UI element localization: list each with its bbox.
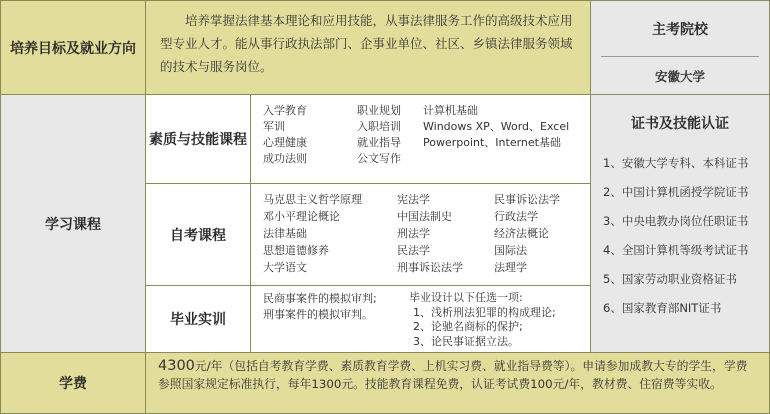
list-item: 入职培训	[357, 120, 401, 133]
list-item: 3、论民事证据立法。	[413, 334, 519, 348]
list-item: 1、安徽大学专科、本科证书	[603, 156, 749, 170]
list-item: 5、国家劳动职业资格证书	[603, 272, 737, 286]
list-item: 民事诉讼法学	[494, 193, 560, 206]
practice-label: 毕业实训	[145, 285, 251, 353]
school-name: 安徽大学	[654, 68, 705, 84]
list-item: 军训	[263, 120, 285, 133]
list-item: 3、中央电教办岗位任职证书	[603, 214, 749, 228]
list-item: 4、全国计算机等级考试证书	[603, 243, 749, 257]
school-cell	[590, 0, 770, 95]
list-item: 入学教育	[263, 104, 307, 117]
list-item: 刑事案件的模拟审判。	[263, 308, 373, 321]
fee-label: 学费	[0, 352, 146, 414]
list-item: Windows XP、Word、Excel	[423, 120, 570, 133]
list-item: 2、中国计算机函授学院证书	[603, 185, 749, 199]
quality-col3	[423, 103, 569, 151]
list-item: 国际法	[494, 244, 527, 257]
list-item: Powerpoint、Internet基础	[423, 136, 561, 149]
training-description: 培养掌握法律基本理论和应用技能，从事法律服务工作的高级技术应用型专业人才。能从事行政执法部门、企事业单位、社区、乡镇法律服务领域的技术与服务岗位。	[160, 13, 573, 74]
quality-content	[250, 94, 591, 184]
list-item: 成功法则	[263, 152, 307, 165]
quality-col1	[263, 103, 307, 167]
list-item: 6、国家教育部NIT证书	[603, 301, 722, 315]
list-item: 就业指导	[357, 136, 401, 149]
school-title: 主考院校	[652, 21, 708, 38]
quality-label: 素质与技能课程	[145, 94, 251, 184]
list-item: 中国法制史	[397, 210, 452, 223]
fee-text: 元/年（包括自考教育学费、素质教育学费、上机实习费、就业指导费等）。申请参加成教大专的学生，学费参照国家规定标准执行，每年1300元。技能教育课程免费，认证考试费100元/年，教材费、住宿费等实收。	[158, 359, 748, 391]
list-item: 思想道德修养	[263, 244, 329, 257]
list-item: 刑事诉讼法学	[397, 261, 463, 274]
list-item: 公文写作	[357, 152, 401, 165]
list-item: 法律基础	[263, 227, 307, 240]
training-description-cell	[145, 0, 591, 95]
list-item: 计算机基础	[423, 104, 478, 117]
selfexam-col2	[397, 191, 463, 276]
list-item: 宪法学	[397, 193, 430, 206]
certs-cell	[590, 94, 770, 353]
list-item: 马克思主义哲学原理	[263, 193, 362, 206]
training-label: 培养目标及就业方向	[0, 0, 146, 95]
list-item: 邓小平理论概论	[263, 210, 340, 223]
practice-content	[250, 285, 591, 353]
selfexam-col1	[263, 191, 362, 276]
certs-list	[603, 149, 748, 323]
list-item: 大学语文	[263, 261, 307, 274]
practice-col1	[263, 291, 377, 323]
list-item: 行政法学	[494, 210, 538, 223]
list-item: 民商事案件的模拟审判;	[263, 292, 377, 305]
list-item: 刑法学	[397, 227, 430, 240]
quality-col2	[357, 103, 401, 167]
fee-cell	[145, 352, 770, 414]
selfexam-label: 自考课程	[145, 183, 251, 286]
list-item: 职业规划	[357, 104, 401, 117]
list-item: 经济法概论	[494, 227, 549, 240]
certs-title: 证书及技能认证	[631, 116, 729, 132]
study-label: 学习课程	[0, 94, 146, 353]
list-item: 1、浅析刑法犯罪的构成理论;	[413, 305, 556, 319]
list-item: 心理健康	[263, 136, 307, 149]
practice-col2	[409, 291, 556, 349]
fee-description	[158, 357, 759, 393]
selfexam-content	[250, 183, 591, 286]
fee-amount: 4300	[158, 358, 195, 374]
list-item: 民法学	[397, 244, 430, 257]
list-item: 毕业设计以下任选一项:	[409, 291, 523, 304]
list-item: 2、论驰名商标的保护;	[413, 320, 523, 333]
selfexam-col3	[494, 191, 560, 276]
list-item: 法理学	[494, 261, 527, 274]
